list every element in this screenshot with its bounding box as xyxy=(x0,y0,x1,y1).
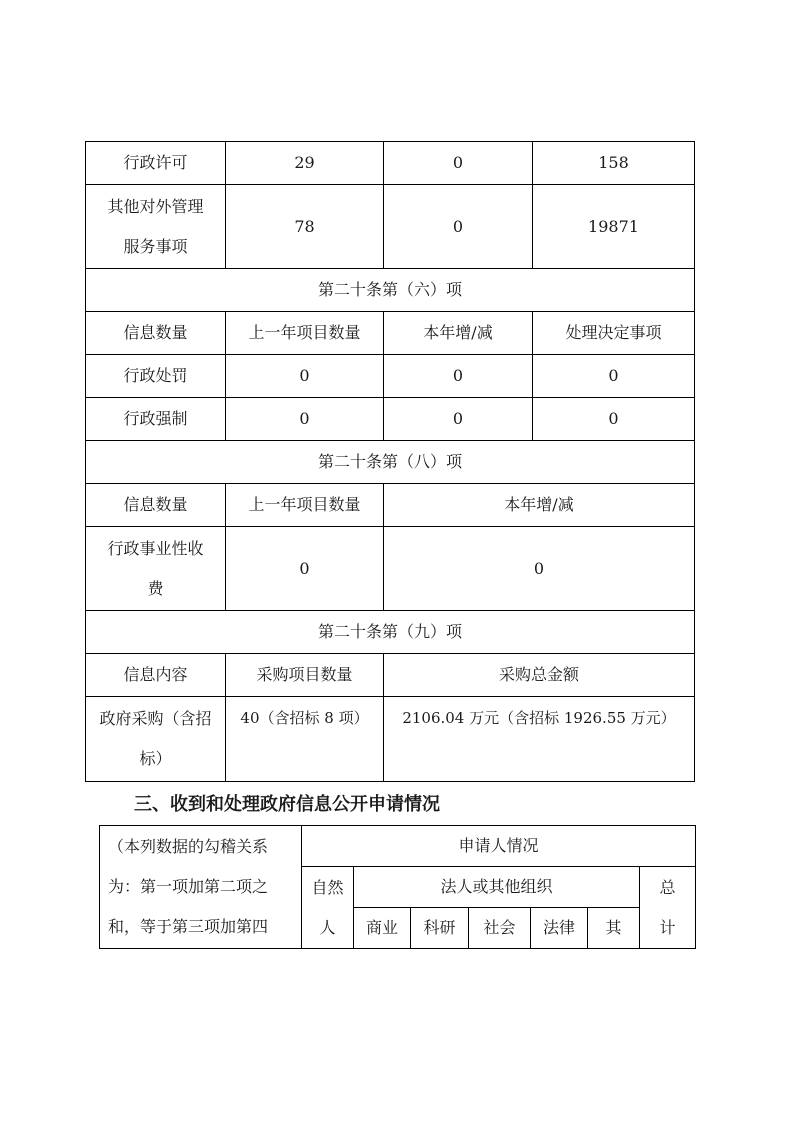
disclosure-table xyxy=(85,141,695,782)
column-header: 科研 xyxy=(411,908,469,949)
cell-value: 78 xyxy=(226,185,384,269)
section-title-row xyxy=(86,611,695,654)
column-header xyxy=(640,867,696,949)
column-header: 社会 xyxy=(469,908,531,949)
column-header: 采购项目数量 xyxy=(226,654,384,697)
row-label-line1: 政府采购（含招 xyxy=(99,709,212,728)
cell-value: 0 xyxy=(384,398,533,441)
header-row xyxy=(86,654,695,697)
header-row xyxy=(86,484,695,527)
column-header: 上一年项目数量 xyxy=(226,312,384,355)
header-line1: 自然 xyxy=(311,877,344,897)
section-heading: 三、收到和处理政府信息公开申请情况 xyxy=(134,794,440,815)
column-header: 信息内容 xyxy=(86,654,226,697)
cell-value: 19871 xyxy=(533,185,695,269)
note-cell xyxy=(100,826,302,949)
note-line3: 和，等于第三项加第四 xyxy=(108,917,269,936)
column-header: 本年增/减 xyxy=(384,484,695,527)
cell-value: 40（含招标 8 项） xyxy=(226,697,384,782)
row-label-line2: 费 xyxy=(147,578,164,598)
column-header: 其 xyxy=(588,908,640,949)
cell-value: 29 xyxy=(226,142,384,185)
cell-value: 0 xyxy=(226,398,384,441)
cell-value: 0 xyxy=(384,355,533,398)
row-label-line1: 其他对外管理 xyxy=(107,196,204,216)
column-header: 商业 xyxy=(354,908,411,949)
row-label-line2: 服务事项 xyxy=(123,236,188,256)
cell-value: 0 xyxy=(226,355,384,398)
cell-value: 0 xyxy=(226,527,384,611)
section-title-row xyxy=(86,269,695,312)
section-title: 第二十条第（六）项 xyxy=(86,269,695,312)
header-row xyxy=(86,312,695,355)
column-header: 申请人情况 xyxy=(302,826,696,867)
table-row xyxy=(86,697,695,782)
column-header: 信息数量 xyxy=(86,484,226,527)
column-header: 上一年项目数量 xyxy=(226,484,384,527)
row-label-line2: 标） xyxy=(139,749,172,768)
table-row xyxy=(86,527,695,611)
row-label xyxy=(86,527,226,611)
header-row xyxy=(100,826,696,867)
row-label-line1: 行政事业性收 xyxy=(107,538,204,558)
row-label: 行政强制 xyxy=(86,398,226,441)
header-line1: 总 xyxy=(659,877,676,897)
table-row xyxy=(86,142,695,185)
note-line2: 为：第一项加第二项之 xyxy=(108,877,269,896)
cell-value: 2106.04 万元（含招标 1926.55 万元） xyxy=(384,697,695,782)
row-label: 行政处罚 xyxy=(86,355,226,398)
table-row xyxy=(86,355,695,398)
section-title-row xyxy=(86,441,695,484)
table-row xyxy=(86,185,695,269)
section-title: 第二十条第（九）项 xyxy=(86,611,695,654)
cell-value: 0 xyxy=(533,398,695,441)
table-row xyxy=(86,398,695,441)
cell-value: 0 xyxy=(384,142,533,185)
column-header: 处理决定事项 xyxy=(533,312,695,355)
header-line2: 人 xyxy=(319,917,336,937)
cell-value: 158 xyxy=(533,142,695,185)
column-header: 法律 xyxy=(531,908,588,949)
cell-value: 0 xyxy=(533,355,695,398)
note-line1: （本列数据的勾稽关系 xyxy=(108,837,269,856)
column-header: 法人或其他组织 xyxy=(354,867,640,908)
column-header: 采购总金额 xyxy=(384,654,695,697)
column-header: 信息数量 xyxy=(86,312,226,355)
row-label: 行政许可 xyxy=(86,142,226,185)
row-label xyxy=(86,697,226,782)
application-table xyxy=(99,825,696,949)
section-title: 第二十条第（八）项 xyxy=(86,441,695,484)
cell-value: 0 xyxy=(384,527,695,611)
column-header: 本年增/减 xyxy=(384,312,533,355)
row-label xyxy=(86,185,226,269)
column-header xyxy=(302,867,354,949)
cell-value: 0 xyxy=(384,185,533,269)
header-line2: 计 xyxy=(659,917,676,937)
